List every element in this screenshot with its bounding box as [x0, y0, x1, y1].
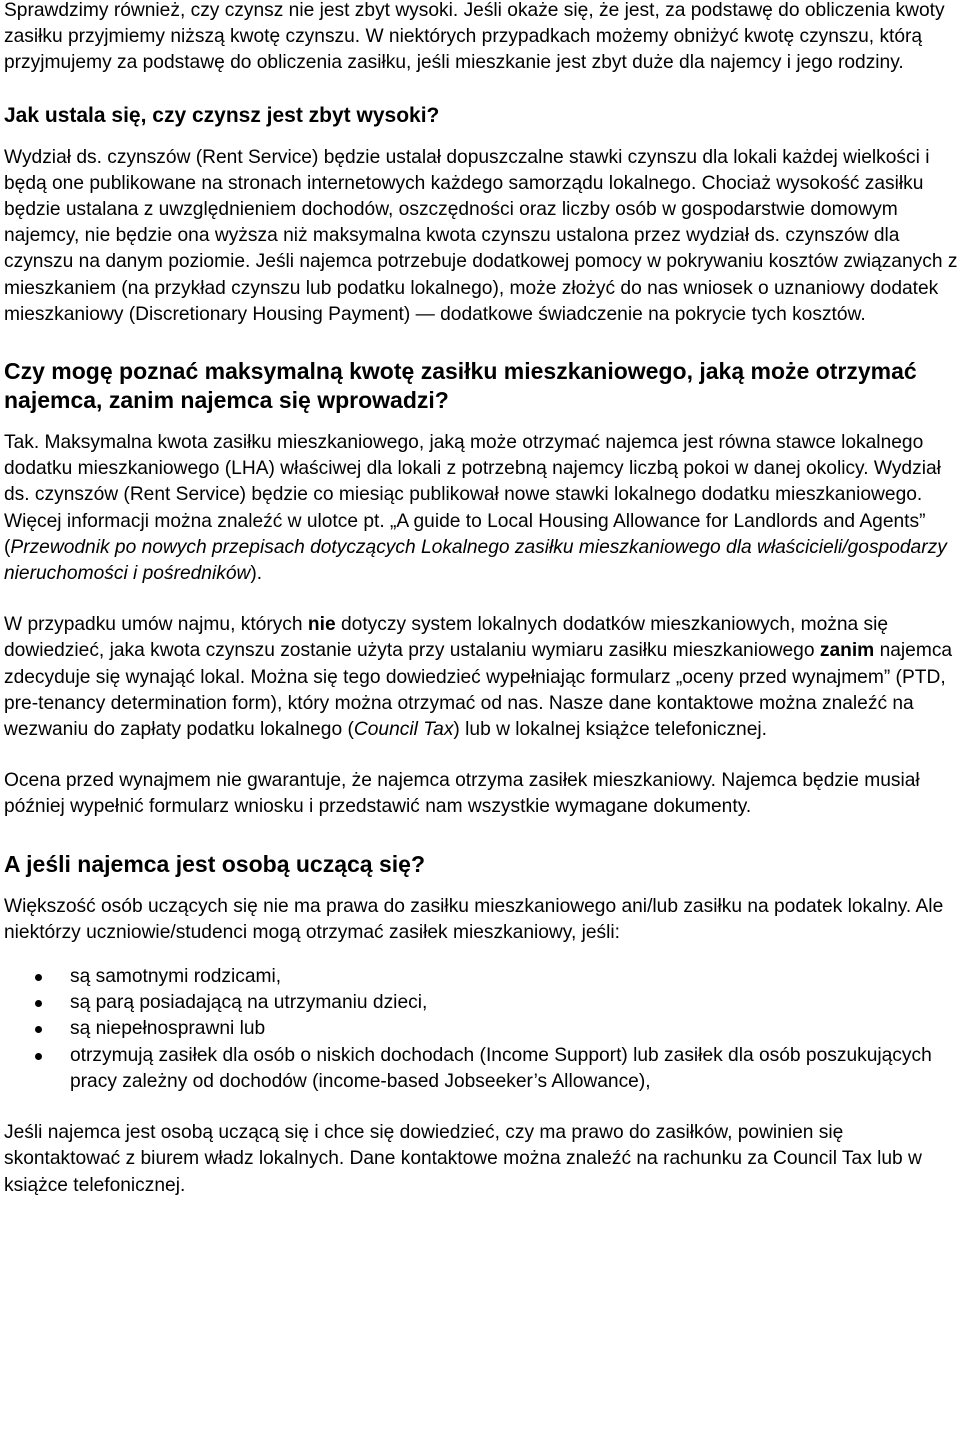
paragraph-student-contact: Jeśli najemca jest osobą uczącą się i chce się dowiedzieć, czy ma prawo do zasiłków, powinien się skontaktować z biurem władz lokalnych. Dane kontaktowe można znaleźć na rachunku za Council Tax lub w książce telefonicznej.	[4, 1122, 922, 1196]
paragraph-rent-service: Wydział ds. czynszów (Rent Service) będzie ustalał dopuszczalne stawki czynszu dla lokali każdej wielkości i będą one publikowane na stronach internetowych każdego samorządu lokalnego. Chociaż wysokość zasiłku będzie ustalana z uwzględnieniem dochodów, oszczędności oraz liczby osób w gospodarstwie domowym najemcy, nie będzie ona wyższa niż maksymalna kwota czynszu ustalona przez wydział ds. czynszów dla czynszu na danym poziomie. Jeśli najemca potrzebuje dodatkowej pomocy w pokrywaniu kosztów związanych z mieszkaniem (na przykład czynszu lub podatku lokalnego), może złożyć do nas wniosek o uznaniowy dodatek mieszkaniowy (Discretionary Housing Payment) — dodatkowe świadczenie na pokrycie tych kosztów.	[4, 146, 958, 325]
paragraph-yes-maximum-text: Tak. Maksymalna kwota zasiłku mieszkaniowego, jaką może otrzymać najemca jest równa stawce lokalnego dodatku mieszkaniowego (LHA) właściwej dla lokali z potrzebną najemcy liczbą pokoi w danej okolicy. Wydział ds. czynszów (Rent Service) będzie co miesiąc publikował nowe stawki lokalnego dodatku mieszkaniowego. Więcej informacji można znaleźć w ulotce pt. „A guide to Local Housing Allowance for Landlords and Agents” (	[4, 432, 941, 558]
paragraph-pre-tenancy-text-4: ) lub w lokalnej książce telefonicznej.	[453, 719, 767, 741]
heading-student-tenant: A jeśli najemca jest osobą uczącą się?	[4, 850, 426, 877]
paragraph-yes-maximum	[4, 430, 960, 587]
council-tax-term: Council Tax	[353, 719, 454, 741]
list-item	[4, 990, 960, 1016]
paragraph-students: Większość osób uczących się nie ma prawa do zasiłku mieszkaniowego ani/lub zasiłku na podatek lokalny. Ale niektórzy uczniowie/studenci mogą otrzymać zasiłek mieszkaniowy, jeśli:	[4, 895, 944, 943]
paragraph-pre-tenancy-text-1: W przypadku umów najmu, których	[4, 614, 308, 636]
list-item-text: są parą posiadającą na utrzymaniu dzieci,	[70, 992, 428, 1014]
heading-how-rent-determined: Jak ustala się, czy czynsz jest zbyt wysoki?	[4, 103, 440, 127]
document-page	[4, 0, 960, 1199]
list-item-text: są niepełnosprawni lub	[70, 1018, 266, 1040]
paragraph-pre-tenancy-text-2: dotyczy system lokalnych dodatków mieszkaniowych, można się dowiedzieć, jaka kwota czynszu zostanie użyta przy ustalaniu wymiaru zasiłku mieszkaniowego	[4, 614, 889, 662]
list-item	[4, 1016, 960, 1042]
paragraph-pre-tenancy-text-3: najemca zdecyduje się wynająć lokal. Można się tego dowiedzieć wypełniając formularz „oceny przed wynajmem” (PTD, pre-tenancy determination form), który można otrzymać od nas. Nasze dane kontaktowe można znaleźć na wezwaniu do zapłaty podatku lokalnego (	[4, 640, 953, 741]
list-item	[4, 964, 960, 990]
bullet-icon	[35, 974, 42, 981]
emphasis-zanim: zanim	[819, 640, 875, 662]
paragraph-yes-maximum-end: ).	[250, 563, 263, 585]
paragraph-pre-tenancy	[4, 612, 960, 743]
list-item-text: są samotnymi rodzicami,	[70, 966, 282, 988]
heading-maximum-benefit: Czy mogę poznać maksymalną kwotę zasiłku mieszkaniowego, jaką może otrzymać najemca, zanim najemca się wprowadzi?	[4, 358, 917, 414]
paragraph-rent-check: Sprawdzimy również, czy czynsz nie jest zbyt wysoki. Jeśli okaże się, że jest, za podstawę do obliczenia kwoty zasiłku przyjmiemy niższą kwotę czynszu. W niektórych przypadkach możemy obniżyć kwotę czynszu, którą przyjmujemy za podstawę do obliczenia zasiłku, jeśli mieszkanie jest zbyt duże dla najemcy i jego rodziny.	[4, 0, 945, 74]
list-item-text: otrzymują zasiłek dla osób o niskich dochodach (Income Support) lub zasiłek dla osób poszukujących pracy zależny od dochodów (income-based Jobseeker’s Allowance),	[70, 1044, 932, 1092]
bullet-icon	[35, 1026, 42, 1033]
emphasis-nie: nie	[307, 614, 336, 636]
bullet-icon	[35, 1053, 42, 1060]
eligibility-list	[4, 964, 960, 1095]
paragraph-no-guarantee: Ocena przed wynajmem nie gwarantuje, że najemca otrzyma zasiłek mieszkaniowy. Najemca będzie musiał później wypełnić formularz wniosku i przedstawić nam wszystkie wymagane dokumenty.	[4, 770, 920, 818]
guide-title-polish: Przewodnik po nowych przepisach dotyczących Lokalnego zasiłku mieszkaniowego dla właścicieli/gospodarzy nieruchomości i pośredników	[4, 536, 947, 585]
bullet-icon	[35, 1000, 42, 1007]
list-item	[4, 1043, 960, 1095]
